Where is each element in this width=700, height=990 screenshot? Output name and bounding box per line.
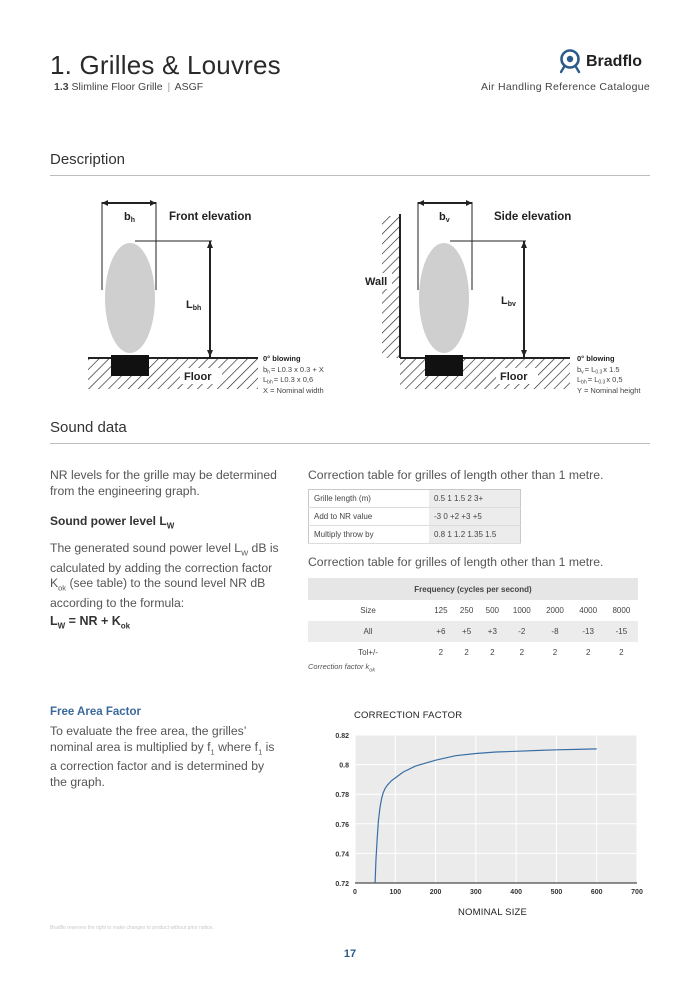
subtitle-separator: |	[167, 81, 171, 93]
table-cell: Multiply throw by	[309, 526, 430, 544]
front-air-plume	[105, 243, 155, 353]
x-tick-label: 100	[389, 889, 402, 896]
side-floor-label: Floor	[500, 371, 528, 383]
table-cell: +3	[479, 621, 505, 642]
free-area-text: To evaluate the free area, the grilles’ nominal area is multiplied by $f_1$ where $f_1$ is a correction factor and is determined by the graph.	[50, 724, 275, 789]
elevation-diagrams	[0, 190, 700, 405]
catalogue-name: Air Handling Reference Catalogue	[481, 81, 650, 93]
page-title: 1. Grilles & Louvres	[50, 50, 281, 80]
product-name: Slimline Floor Grille	[71, 81, 163, 93]
side-note-3: Y = Nominal height	[577, 386, 641, 395]
table-header-row	[308, 578, 638, 600]
table-cell: -15	[605, 621, 638, 642]
table-cell: +6	[428, 621, 454, 642]
table-row	[308, 600, 638, 621]
length-correction-table	[308, 489, 521, 544]
front-notes-title: 0° blowing	[263, 354, 301, 363]
table-cell: 250	[459, 606, 474, 615]
table-cell: 2	[585, 648, 591, 657]
sound-data-rule	[50, 443, 650, 444]
table-cell: 500	[485, 606, 500, 615]
side-note-2: $L_{bh}= L_{0.3}x$ 0,5	[577, 375, 623, 386]
correction-factor-chart	[325, 725, 655, 905]
table-cell: -3 0 +2 +3 +5	[429, 508, 521, 526]
table-cell: 2000	[546, 606, 564, 615]
table-cell: Add to NR value	[309, 508, 430, 526]
sound-data-heading: Sound data	[50, 419, 127, 436]
product-code: ASGF	[174, 81, 204, 93]
y-tick-label: 0.8	[339, 762, 349, 770]
side-grille-block	[425, 355, 463, 376]
table-cell: -2	[505, 621, 538, 642]
free-area-heading: Free Area Factor	[50, 706, 141, 718]
side-bv-label: bv	[439, 211, 450, 224]
table-cell: 2	[619, 648, 624, 657]
y-tick-label: 0.74	[335, 851, 349, 859]
description-rule	[50, 175, 650, 176]
table-cell: 125	[434, 606, 448, 615]
table-cell: 1000	[512, 606, 531, 615]
front-grille-block	[111, 355, 149, 376]
correction-table-title-1: Correction table for grilles of length other than 1 metre.	[308, 468, 604, 482]
x-tick-label: 600	[590, 889, 603, 896]
page-number: 17	[343, 948, 357, 960]
correction-factor-note: Correction factor $k_{ok}$	[308, 662, 376, 674]
y-tick-label: 0.76	[335, 821, 349, 829]
table-cell: -8	[538, 621, 571, 642]
front-elevation-title: Front elevation	[169, 211, 252, 223]
sound-intro-text: NR levels for the grille may be determined from the engineering graph.	[50, 468, 277, 498]
side-note-1: $b_v= L_{0.3}x$ 1.5	[577, 365, 620, 376]
front-floor-label: Floor	[184, 371, 212, 383]
table-cell: -13	[572, 621, 605, 642]
side-air-plume	[419, 243, 469, 353]
front-note-3: X = Nominal width	[263, 386, 324, 395]
footer-disclaimer: Bradflo reserves the right to make changes to product without prior notice.	[50, 925, 214, 931]
table-cell: 2	[552, 648, 558, 657]
table-cell: Size	[360, 606, 376, 615]
side-notes	[577, 354, 641, 395]
x-tick-label: 400	[510, 889, 522, 896]
table-row	[309, 490, 521, 508]
table-cell: Grille length (m)	[309, 490, 430, 508]
bradflo-logo-icon	[560, 48, 660, 74]
table-row	[309, 508, 521, 526]
front-notes	[263, 354, 324, 395]
y-tick-label: 0.82	[335, 733, 349, 740]
chart-x-axis-label: NOMINAL SIZE	[458, 907, 528, 918]
front-lbh-label: Lbh	[186, 299, 202, 312]
table-row	[309, 526, 521, 544]
side-wall-label: Wall	[365, 276, 388, 288]
x-tick-label: 300	[470, 889, 482, 896]
table-cell: 2	[490, 648, 495, 657]
table-row	[308, 642, 638, 663]
frequency-correction-table	[308, 578, 638, 663]
side-elevation-diagram	[362, 200, 641, 395]
side-lbv-label: Lbv	[501, 295, 516, 308]
page-subtitle	[54, 81, 203, 93]
chart-title: CORRECTION FACTOR	[354, 710, 463, 721]
y-tick-label: 0.72	[335, 881, 349, 888]
table-cell: 2	[519, 648, 525, 657]
description-heading: Description	[50, 151, 126, 168]
table-cell: 2	[464, 648, 469, 657]
table-cell: All	[308, 621, 428, 642]
y-tick-label: 0.78	[335, 792, 349, 800]
plot-area	[355, 735, 637, 883]
side-notes-title: 0° blowing	[577, 354, 615, 363]
x-tick-label: 700	[631, 889, 643, 896]
table-cell: 8000	[612, 606, 631, 615]
side-elevation-title: Side elevation	[494, 211, 572, 223]
front-note-1: $b_h= L0.3$ x 0.3 + X	[263, 365, 324, 376]
table-cell: Tol+/-	[358, 648, 378, 657]
front-elevation-diagram	[88, 200, 324, 395]
table-cell: 0.5 1 1.5 2 3+	[429, 490, 521, 508]
table-cell: 2	[438, 648, 444, 657]
front-bh-label: bh	[124, 211, 136, 224]
table-cell: 4000	[579, 606, 598, 615]
logo-wordmark: Bradflo	[586, 53, 642, 70]
x-tick-label: 500	[550, 889, 563, 896]
section-number: 1.3	[54, 81, 69, 93]
sound-power-text: The generated sound power level $L_W$ dB is calculated by adding the correction factor $K_{ok}$ (see table) to the sound level NR dB according to the formula:	[50, 541, 279, 611]
x-tick-label: 0	[353, 889, 357, 896]
table-cell: +5	[454, 621, 480, 642]
correction-table-title-2: Correction table for grilles of length other than 1 metre.	[308, 555, 604, 569]
sound-power-heading: Sound power level $L_W$	[50, 514, 175, 531]
table-cell: 0.8 1 1.2 1.35 1.5	[429, 526, 521, 544]
front-note-2: $L_{bh}= L0.3$ x 0,6	[263, 375, 314, 386]
brand-logo	[560, 48, 660, 74]
table-row	[308, 621, 638, 642]
sound-formula: $L_W$ = NR + $K_{ok}$	[50, 614, 131, 631]
frequency-header: Frequency (cycles per second)	[308, 578, 638, 600]
x-tick-label: 200	[429, 889, 442, 896]
